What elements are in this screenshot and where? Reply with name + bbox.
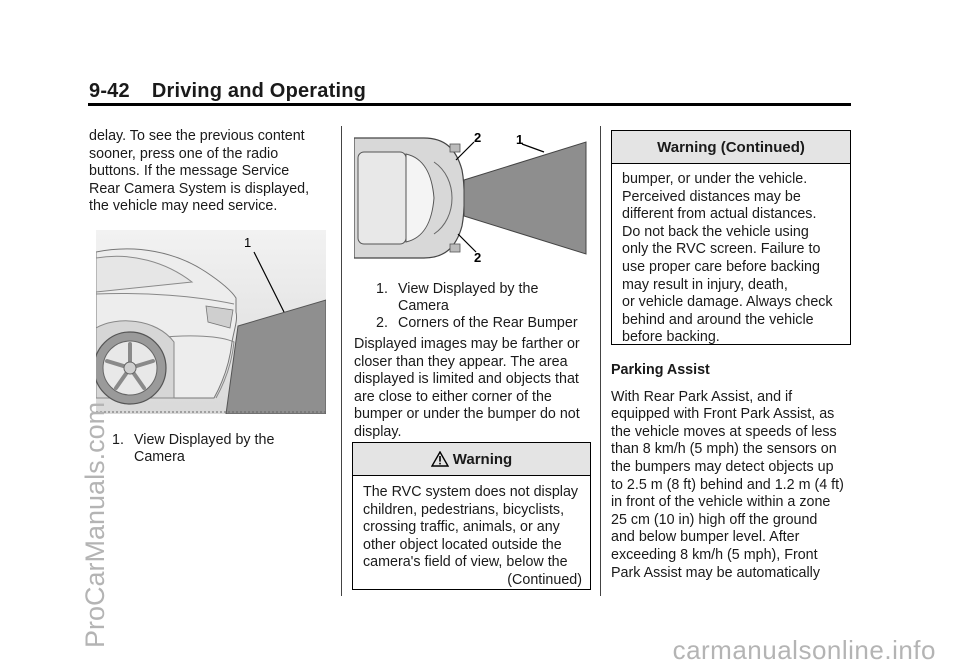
text-line: use proper care before backing bbox=[622, 258, 820, 275]
caption-text: View Displayed by the Camera bbox=[134, 432, 275, 465]
caption-number: 1. bbox=[376, 281, 388, 297]
text-line: the bumpers may detect objects up bbox=[611, 458, 834, 475]
text-line: different from actual distances. bbox=[622, 206, 817, 223]
rear-camera-side-illustration bbox=[96, 230, 326, 414]
warning-continued-header: Warning (Continued) bbox=[612, 131, 850, 164]
intro-paragraph bbox=[89, 128, 329, 216]
caption-item bbox=[376, 315, 591, 332]
side-watermark-text: ProCarManuals.com bbox=[80, 401, 110, 648]
caption-item bbox=[112, 432, 332, 466]
text-line: With Rear Park Assist, and if bbox=[611, 388, 793, 405]
warning-continued-body bbox=[612, 164, 850, 347]
column-3-body bbox=[611, 362, 856, 582]
text-line: Do not back the vehicle using bbox=[622, 223, 809, 240]
warning-box bbox=[352, 442, 591, 590]
text-line: only the RVC screen. Failure to bbox=[622, 241, 821, 258]
text-line: bumper, or under the vehicle. bbox=[622, 171, 808, 187]
text-line: crossing traffic, animals, or any bbox=[363, 519, 560, 536]
text-line: camera's field of view, below the bbox=[363, 554, 568, 571]
caption-number: 1. bbox=[112, 432, 124, 448]
header-rule bbox=[88, 103, 851, 106]
text-line: equipped with Front Park Assist, as bbox=[611, 406, 835, 423]
continued-label: (Continued) bbox=[507, 571, 582, 588]
text-line: 25 cm (10 in) high off the ground bbox=[611, 511, 818, 528]
text-line: bumper or under the bumper do not bbox=[354, 406, 580, 423]
text-line: the vehicle moves at speeds of less bbox=[611, 423, 837, 440]
text-line: in front of the vehicle within a zone bbox=[611, 494, 831, 511]
column-1 bbox=[89, 128, 329, 216]
text-line: Perceived distances may be bbox=[622, 188, 801, 205]
text-line: behind and around the vehicle bbox=[622, 311, 814, 328]
column-2-body bbox=[354, 336, 594, 442]
column-divider-2 bbox=[600, 126, 601, 596]
warning-header bbox=[353, 443, 590, 476]
caption-number: 2. bbox=[376, 315, 388, 331]
section-subheading: Parking Assist bbox=[611, 362, 710, 378]
bottom-watermark: carmanualsonline.info bbox=[672, 635, 936, 665]
text-line: other object located outside the bbox=[363, 536, 562, 553]
warning-continued-box bbox=[611, 130, 851, 345]
text-line: before backing. bbox=[622, 329, 720, 346]
text-line: children, pedestrians, bicyclists, bbox=[363, 501, 565, 518]
text-line: displayed is limited and objects that bbox=[354, 371, 579, 388]
rear-camera-top-illustration bbox=[354, 130, 588, 264]
page-header bbox=[89, 80, 366, 103]
figure2-callout-2-bottom: 2 bbox=[474, 250, 482, 264]
page-number: 9-42 bbox=[89, 80, 130, 102]
side-watermark bbox=[52, 118, 110, 648]
text-line: Displayed images may be farther or bbox=[354, 336, 580, 352]
section-title: Driving and Operating bbox=[151, 80, 367, 102]
figure-rear-camera-top-view bbox=[354, 130, 588, 264]
text-line: The RVC system does not display bbox=[363, 484, 579, 500]
caution-triangle-icon bbox=[431, 446, 449, 479]
caption-text: View Displayed by the Camera bbox=[398, 281, 539, 314]
figure1-caption bbox=[112, 432, 332, 466]
text-line: Park Assist may be automatically bbox=[611, 564, 820, 581]
text-line: delay. To see the previous content bbox=[89, 128, 305, 144]
text-line: may result in injury, death, bbox=[622, 276, 788, 293]
text-line: exceeding 8 km/h (5 mph), Front bbox=[611, 546, 818, 563]
warning-title: Warning bbox=[452, 451, 513, 468]
text-line: buttons. If the message Service bbox=[89, 163, 290, 180]
warning-body bbox=[353, 476, 590, 590]
figure2-callout-2-top: 2 bbox=[474, 130, 482, 145]
caption-text: Corners of the Rear Bumper bbox=[398, 315, 578, 331]
text-line: or vehicle damage. Always check bbox=[622, 294, 833, 311]
body-paragraph bbox=[611, 389, 856, 583]
text-line: than 8 km/h (5 mph) the sensors on bbox=[611, 441, 837, 458]
text-line: and below bumper level. After bbox=[611, 529, 800, 546]
text-line: the vehicle may need service. bbox=[89, 198, 278, 215]
caption-item bbox=[376, 281, 591, 315]
text-line: to 2.5 m (8 ft) behind and 1.2 m (4 ft) bbox=[611, 476, 844, 493]
figure2-callout-1: 1 bbox=[516, 132, 524, 147]
figure2-caption bbox=[376, 281, 591, 332]
text-line: display. bbox=[354, 423, 402, 440]
text-line: are close to either corner of the bbox=[354, 388, 552, 405]
body-paragraph bbox=[354, 336, 594, 442]
figure1-callout-1: 1 bbox=[244, 235, 252, 250]
text-line: sooner, press one of the radio bbox=[89, 145, 279, 162]
text-line: Rear Camera System is displayed, bbox=[89, 180, 310, 197]
column-divider-1 bbox=[341, 126, 342, 596]
text-line: closer than they appear. The area bbox=[354, 353, 568, 370]
figure-rear-camera-side-view bbox=[96, 230, 326, 414]
